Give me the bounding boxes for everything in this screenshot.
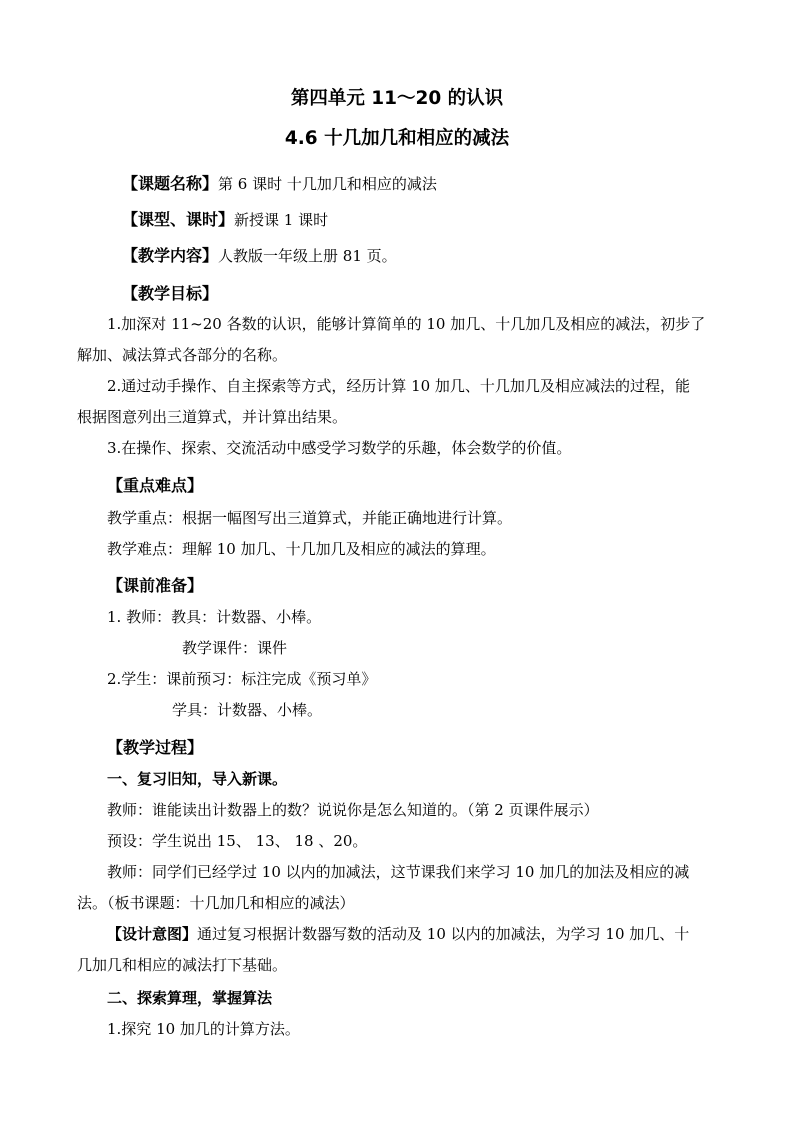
difficulty-point: 教学难点：理解 10 加几、十几加几及相应的减法的算理。 bbox=[107, 540, 496, 558]
prep-teacher: 1. 教师：教具：计数器、小棒。 bbox=[107, 608, 322, 626]
section-2-item-1: 1.探究 10 加几的计算方法。 bbox=[107, 1020, 300, 1038]
goal-1-line-1: 1.加深对 11~20 各数的认识，能够计算简单的 10 加几、十几加几及相应的减法，初步了 bbox=[107, 315, 706, 333]
unit-title: 第四单元 11～20 的认识 bbox=[290, 88, 504, 109]
section-1-title: 一、复习旧知，导入新课。 bbox=[107, 770, 288, 788]
design-intent-line-2: 几加几和相应的减法打下基础。 bbox=[77, 956, 288, 974]
key-points-heading: 【重点难点】 bbox=[107, 476, 204, 495]
lesson-type-value: 新授课 1 课时 bbox=[234, 211, 329, 229]
goal-1-line-2: 解加、减法算式各部分的名称。 bbox=[77, 346, 288, 364]
prep-student: 2.学生：课前预习：标注完成《预习单》 bbox=[107, 670, 377, 688]
goal-2-line-2: 根据图意列出三道算式，并计算出结果。 bbox=[77, 408, 348, 426]
design-intent-line-1 bbox=[107, 924, 689, 944]
prep-teacher-courseware: 教学课件：课件 bbox=[182, 639, 288, 657]
design-intent-label: 【设计意图】 bbox=[107, 925, 198, 943]
content-line bbox=[122, 246, 397, 266]
goal-2-line-1: 2.通过动手操作、自主探索等方式，经历计算 10 加几、十几加几及相应减法的过程，能 bbox=[107, 377, 690, 395]
section-2-title: 二、探索算理，掌握算法 bbox=[107, 989, 273, 1007]
process-heading: 【教学过程】 bbox=[107, 738, 204, 757]
section-1-teacher-question: 教师：谁能读出计数器上的数？说说你是怎么知道的。（第 2 页课件展示） bbox=[107, 801, 599, 819]
design-intent-text: 通过复习根据计数器写数的活动及 10 以内的加减法，为学习 10 加几、十 bbox=[197, 925, 690, 943]
goals-heading: 【教学目标】 bbox=[122, 284, 219, 303]
section-1-preset: 预设：学生说出 15、 13、 18 、20。 bbox=[107, 832, 368, 850]
content-label: 【教学内容】 bbox=[122, 246, 219, 265]
lesson-title: 4.6 十几加几和相应的减法 bbox=[284, 128, 510, 149]
lesson-name-line bbox=[122, 174, 437, 194]
lesson-type-line bbox=[122, 210, 328, 230]
section-1-teacher-intro-line-2: 法。（板书课题：十几加几和相应的减法） bbox=[77, 894, 355, 912]
prep-heading: 【课前准备】 bbox=[107, 576, 204, 595]
lesson-name-value: 第 6 课时 十几加几和相应的减法 bbox=[218, 175, 437, 193]
lesson-name-label: 【课题名称】 bbox=[122, 174, 219, 193]
lesson-type-label: 【课型、课时】 bbox=[122, 210, 235, 229]
goal-3: 3.在操作、探索、交流活动中感受学习数学的乐趣，体会数学的价值。 bbox=[107, 439, 572, 457]
section-1-teacher-intro-line-1: 教师：同学们已经学过 10 以内的加减法，这节课我们来学习 10 加几的加法及相应的减 bbox=[107, 863, 690, 881]
content-value: 人教版一年级上册 81 页。 bbox=[218, 247, 397, 265]
prep-student-tools: 学具：计数器、小棒。 bbox=[172, 701, 323, 719]
key-point: 教学重点：根据一幅图写出三道算式，并能正确地进行计算。 bbox=[107, 509, 513, 527]
